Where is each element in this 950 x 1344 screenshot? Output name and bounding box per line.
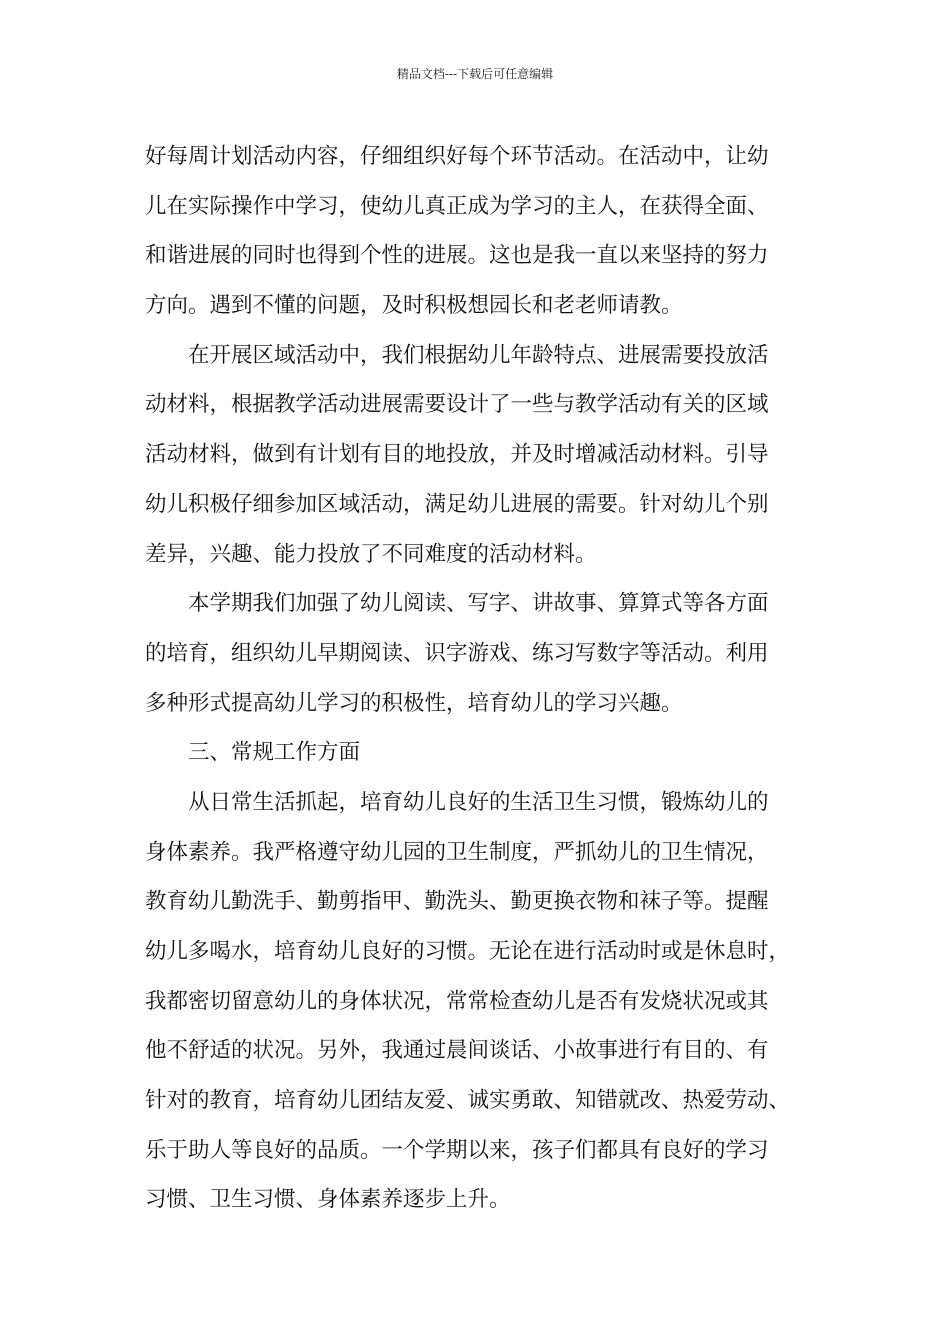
text-line: 好每周计划活动内容，仔细组织好每个环节活动。在活动中，让幼 (145, 144, 769, 169)
text-line: 和谐进展的同时也得到个性的进展。这也是我一直以来坚持的努力 (145, 243, 769, 269)
text-line: 幼儿多喝水，培育幼儿良好的习惯。无论在进行活动时或是休息时， (145, 939, 791, 964)
text-line: 我都密切留意幼儿的身体状况，常常检查幼儿是否有发烧状况或其 (145, 988, 769, 1014)
text-line: 动材料，根据教学活动进展需要设计了一些与教学活动有关的区域 (145, 392, 769, 418)
text-line: 他不舒适的状况。另外，我通过晨间谈话、小故事进行有目的、有 (145, 1038, 769, 1064)
text-line: 在开展区域活动中，我们根据幼儿年龄特点、进展需要投放活 (188, 342, 769, 368)
text-line: 儿在实际操作中学习，使幼儿真正成为学习的主人，在获得全面、 (145, 193, 769, 219)
text-line: 乐于助人等良好的品质。一个学期以来，孩子们都具有良好的学习 (145, 1137, 769, 1163)
text-line: 教育幼儿勤洗手、勤剪指甲、勤洗头、勤更换衣物和袜子等。提醒 (145, 889, 769, 915)
text-line: 的培育，组织幼儿早期阅读、识字游戏、练习写数字等活动。利用 (145, 640, 769, 666)
text-line: 从日常生活抓起，培育幼儿良好的生活卫生习惯，锻炼幼儿的 (188, 789, 769, 815)
text-line: 幼儿积极仔细参加区域活动，满足幼儿进展的需要。针对幼儿个别 (145, 491, 769, 517)
text-line: 差异，兴趣、能力投放了不同难度的活动材料。 (145, 541, 597, 567)
document-body (145, 132, 825, 1225)
text-line: 本学期我们加强了幼儿阅读、写字、讲故事、算算式等各方面 (188, 591, 769, 617)
page-header: 精品文档---下载后可任意编辑 (396, 67, 554, 81)
text-line: 习惯、卫生习惯、身体素养逐步上升。 (145, 1187, 511, 1213)
section-heading: 三、常规工作方面 (188, 740, 361, 766)
text-line: 针对的教育，培育幼儿团结友爱、诚实勇敢、知错就改、热爱劳动、 (145, 1088, 791, 1114)
text-line: 多种形式提高幼儿学习的积极性，培育幼儿的学习兴趣。 (145, 690, 683, 716)
text-line: 身体素养。我严格遵守幼儿园的卫生制度，严抓幼儿的卫生情况， (145, 839, 769, 865)
text-line: 活动材料，做到有计划有目的地投放，并及时增减活动材料。引导 (145, 442, 769, 468)
text-line: 方向。遇到不懂的问题，及时积极想园长和老老师请教。 (145, 293, 683, 319)
